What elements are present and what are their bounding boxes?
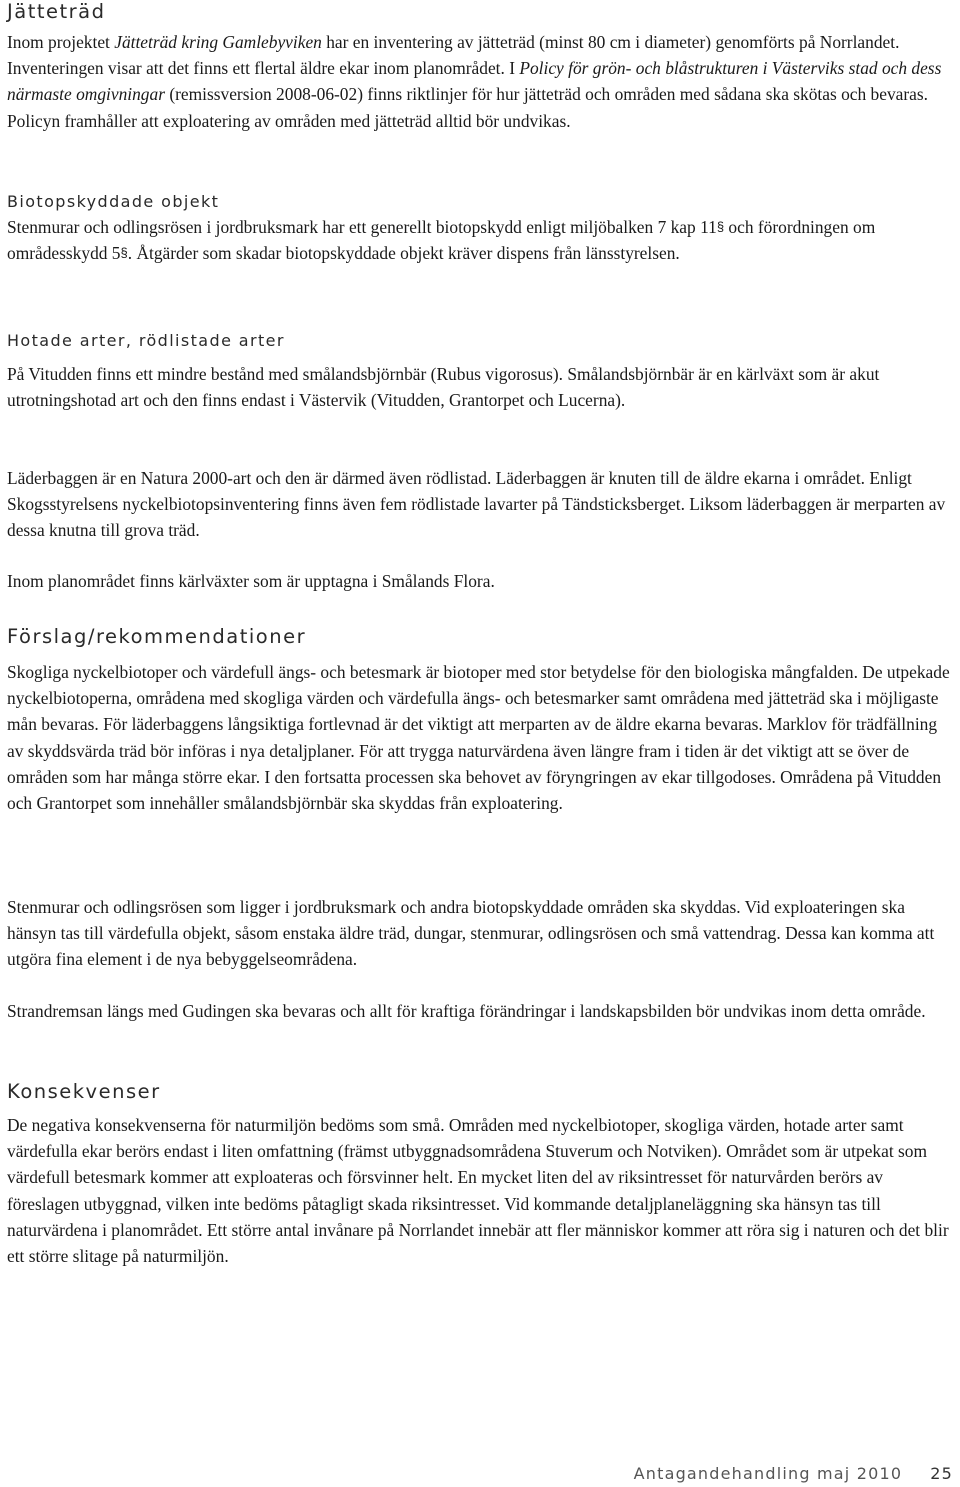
paragraph-text: Strandremsan längs med Gudingen ska bevaras och allt för kraftiga förändringar i landskapsbilden bör undvikas inom detta område. (7, 1001, 926, 1021)
section-heading-biotop: Biotopskyddade objekt (7, 192, 220, 211)
text-run: har en inventering av jätteträd (minst 80 cm i diameter) genomförts på Norrlandet. Inventeringen visar att det finns ett flertal äldre ekar inom planområdet. I (7, 32, 900, 79)
italic-policy-title: Policy för grön- och blåstrukturen i Västerviks stad och dess närmaste omgivningar (7, 58, 942, 105)
paragraph-hotade-3 (7, 568, 953, 594)
section-heading-konsekvenser: Konsekvenser (7, 1080, 161, 1103)
paragraph-text (7, 214, 953, 266)
paragraph-text: Läderbaggen är en Natura 2000-art och den är därmed även rödlistad. Läderbaggen är knuten till de äldre ekarna i området. Enligt Skogsstyrelsens nyckelbiotopsinventering finns även fem rödlistade lavarter på Tändsticksberget. Liksom läderbaggen är merparten av dessa knutna till grova träd. (7, 468, 946, 541)
page-footer (634, 1464, 953, 1483)
footnote-marker: § (120, 245, 128, 261)
section-heading-forslag: Förslag/rekommendationer (7, 625, 307, 648)
footer-document-title: Antagandehandling maj 2010 (633, 1464, 903, 1483)
paragraph-text: Inom planområdet finns kärlväxter som är upptagna i Smålands Flora. (7, 571, 495, 591)
italic-project-title: Jätteträd kring Gamlebyviken (114, 32, 322, 52)
paragraph-text: På Vitudden finns ett mindre bestånd med smålandsbjörnbär (Rubus vigorosus). Smålandsbjörnbär är en kärlväxt som är akut utrotningshotad art och den finns endast i Västervik (Vitudden, Grantorpet och Lucerna). (7, 364, 880, 411)
paragraph-text: Stenmurar och odlingsrösen som ligger i jordbruksmark och andra biotopskyddade områden ska skyddas. Vid exploateringen ska hänsyn tas till värdefulla objekt, såsom enstaka äldre träd, dungar, stenmurar, odlingsrösen och små vattendrag. Dessa kan komma att utgöra fina element i de nya bebyggelseområdena. (7, 897, 935, 970)
section-heading-jattetrad: Jätteträd (7, 0, 106, 23)
paragraph-text: Skogliga nyckelbiotoper och värdefull ängs- och betesmark är biotoper med stor betydelse för den biologiska mångfalden. De utpekade nyckelbiotoperna, områdena med skogliga värden och värdefulla ängs- och betesmarker samt områdena med jätteträd ska i möjligaste mån bevaras. För läderbaggens långsiktiga fortlevnad är det viktigt att merparten av de äldre ekarna bevaras. Marklov för trädfällning av skyddsvärda träd bör införas i nya detaljplaner. För att trygga naturvärdena även längre fram i tiden är det viktigt att se över de områden som har många större ekar. I den fortsatta processen ska behovet av föryngringen av ekar tillgodoses. Områdena på Vitudden och Grantorpet som innehåller smålandsbjörnbär ska skyddas från exploatering. (7, 662, 950, 814)
paragraph-hotade-2 (7, 465, 953, 544)
paragraph-forslag-1 (7, 659, 953, 816)
paragraph-forslag-3 (7, 998, 953, 1024)
text-run: (remissversion 2008-06-02) finns riktlinjer för hur jätteträd och områden med sådana ska skötas och bevaras. Policyn framhåller att exploatering av områden med jätteträd alltid bör undvikas. (7, 84, 928, 131)
paragraph-jattetrad (7, 29, 953, 134)
text-run: och förordningen om områdesskydd 5 (7, 217, 876, 264)
text-run: Stenmurar och odlingsrösen i jordbruksmark har ett generellt biotopskydd enligt miljöbalken 7 kap 11 (7, 217, 717, 237)
page-number: 25 (930, 1464, 953, 1483)
paragraph-hotade-1 (7, 361, 953, 413)
paragraph-text: De negativa konsekvenserna för naturmiljön bedöms som små. Områden med nyckelbiotoper, skogliga värden, hotade arter samt värdefulla ekar berörs endast i liten omfattning (främst utbyggnadsområdena Stuverum och Notviken). Området som är utpekat som värdefull betesmark kommer att exploateras och försvinner helt. En mycket liten del av riksintresset för naturvården berörs av föreslagen utbyggnad, vilken inte bedöms påtagligt skada riksintresset. Vid kommande detaljplaneläggning ska hänsyn tas till naturvärdena i planområdet. Ett större antal invånare på Norrlandet innebär att fler människor kommer att röra sig i naturen och det blir ett större slitage på naturmiljön. (7, 1115, 949, 1267)
text-run: Inom projektet (7, 32, 115, 52)
text-run: . Åtgärder som skadar biotopskyddade objekt kräver dispens från länsstyrelsen. (127, 243, 680, 264)
footnote-marker: § (716, 219, 725, 234)
paragraph-konsekvenser (7, 1112, 953, 1269)
paragraph-forslag-2 (7, 894, 953, 973)
paragraph-text (7, 29, 953, 134)
section-heading-hotade: Hotade arter, rödlistade arter (7, 331, 285, 350)
paragraph-biotop (7, 214, 953, 266)
